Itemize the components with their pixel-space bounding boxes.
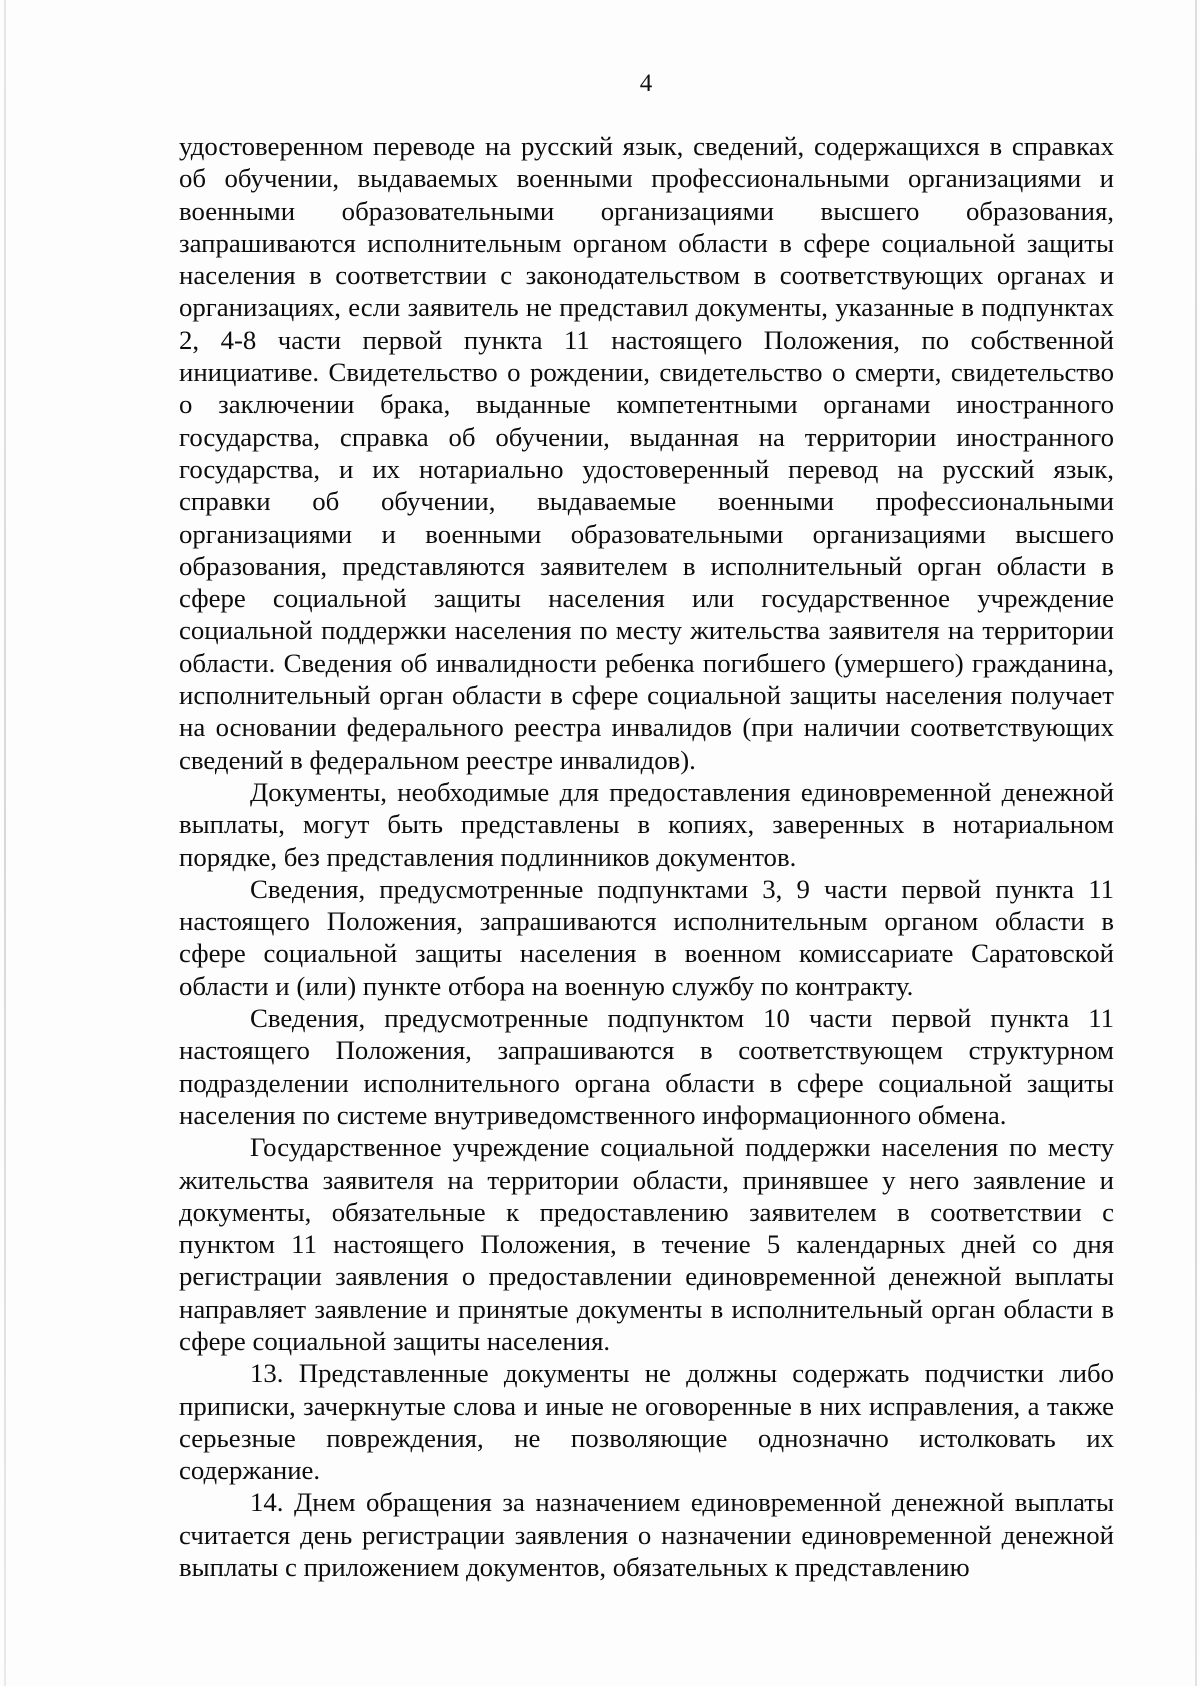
paragraph-subpoint-10: Сведения, предусмотренные подпунктом 10 части первой пункта 11 настоящего Положения, запрашиваются в соответствующем структурном подразделении исполнительного органа области в сфере социальной защиты населения по системе внутриведомственного информационного обмена.	[179, 1003, 1114, 1130]
body-text	[179, 130, 1114, 1583]
paragraph-item-14: 14. Днем обращения за назначением единовременной денежной выплаты считается день регистрации заявления о назначении единовременной денежной выплаты с приложением документов, обязательных к представлению	[179, 1487, 1114, 1583]
paragraph-item-13: 13. Представленные документы не должны содержать подчистки либо приписки, зачеркнутые слова и иные не оговоренные в них исправления, а также серьезные повреждения, не позволяющие однозначно истолковать их содержание.	[179, 1358, 1114, 1486]
paragraph-documents-copies: Документы, необходимые для предоставления единовременной денежной выплаты, могут быть представлены в копиях, заверенных в нотариальном порядке, без представления подлинников документов.	[179, 776, 1114, 872]
scan-edge-left	[4, 0, 6, 1686]
paragraph-state-institution: Государственное учреждение социальной поддержки населения по месту жительства заявителя на территории области, принявшее у него заявление и документы, обязательные к предоставлению заявителем в соответствии с пунктом 11 настоящего Положения, в течение 5 календарных дней со дня регистрации заявления о предоставлении единовременной денежной выплаты направляет заявление и принятые документы в исполнительный орган области в сфере социальной защиты населения.	[179, 1132, 1114, 1356]
scan-edge-right	[1195, 0, 1197, 1686]
page-number: 4	[639, 70, 653, 97]
paragraph-continuation: удостоверенном переводе на русский язык, сведений, содержащихся в справках об обучении, выдаваемых военными профессиональными организациями и военными образовательными организациями высшего образования, запрашиваются исполнительным органом области в сфере социальной защиты населения в соответствии с законодательством в соответствующих органах и организациях, если заявитель не представил документы, указанные в подпунктах 2, 4-8 части первой пункта 11 настоящего Положения, по собственной инициативе. Свидетельство о рождении, свидетельство о смерти, свидетельство о заключении брака, выданные компетентными органами иностранного государства, справка об обучении, выданная на территории иностранного государства, и их нотариально удостоверенный перевод на русский язык, справки об обучении, выдаваемые военными профессиональными организациями и военными образовательными организациями высшего образования, представляются заявителем в исполнительный орган области в сфере социальной защиты населения или государственное учреждение социальной поддержки населения по месту жительства заявителя на территории области. Сведения об инвалидности ребенка погибшего (умершего) гражданина, исполнительный орган области в сфере социальной защиты населения получает на основании федерального реестра инвалидов (при наличии соответствующих сведений в федеральном реестре инвалидов).	[179, 131, 1114, 775]
paragraph-military-commissariat: Сведения, предусмотренные подпунктами 3, 9 части первой пункта 11 настоящего Положения, запрашиваются исполнительным органом области в сфере социальной защиты населения в военном комиссариате Саратовской области и (или) пункте отбора на военную службу по контракту.	[179, 873, 1114, 1001]
